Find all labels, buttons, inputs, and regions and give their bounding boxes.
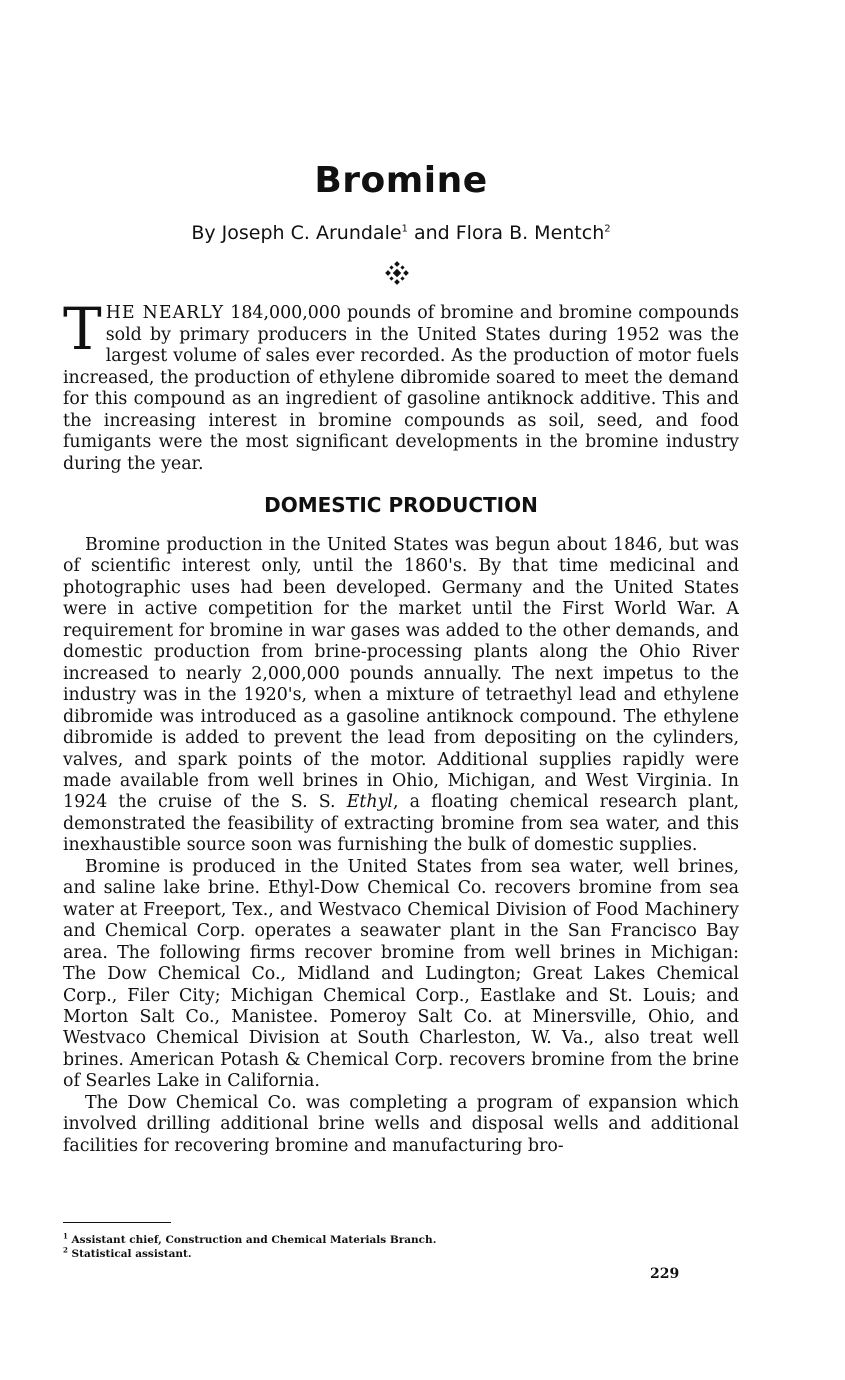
drop-cap: T (63, 295, 102, 363)
footnote-2 (63, 1245, 743, 1262)
footnote-ref-2: 2 (604, 223, 611, 235)
page-title: Bromine (314, 160, 488, 201)
footnote-ref-1: 1 (401, 223, 408, 235)
intro-leadin: HE NEARLY (105, 303, 225, 323)
body-paragraph-2: Bromine is produced in the United States from sea water, well brines, and saline lake brine. Ethyl-Dow Chemical Co. recovers bromine from sea water at Freeport, Tex., and Westvaco Chemical Division of Food Machinery and Chemical Corp. operates a seawater plant in the San Francisco Bay area. The following firms recover bromine from well brines in Michigan: The Dow Chemical Co., Midland and Ludington; Great Lakes Chemical Corp., Filer City; Michigan Chemical Corp., Eastlake and St. Louis; and Morton Salt Co., Manistee. Pomeroy Salt Co. at Minersville, Ohio, and Westvaco Chemical Division at South Charleston, W. Va., also treat well brines. American Potash & Chemical Corp. recovers bromine from the brine of Searles Lake in California. (63, 856, 739, 1092)
body-paragraph-1 (63, 535, 739, 857)
paragraph-1-text-b: , a floating chemical research plant, demonstrated the feasibility of extracting bromine from sea water, and this inexhaustible source soon was furnishing the bulk of domestic supplies. (63, 792, 739, 856)
footnote-2-text: Statistical assistant. (71, 1247, 192, 1260)
page-number: 229 (650, 1266, 680, 1282)
intro-text: 184,000,000 pounds of bromine and bromine compounds sold by primary producers in the United States during 1952 was the largest volume of sales ever recorded. As the production of motor fuels increased, the production of ethylene dibromide soared to meet the demand for this compound as an ingredient of gasoline antiknock additive. This and the increasing interest in bromine compounds as soil, seed, and food fumigants were the most significant developments in the bromine industry during the year. (63, 303, 739, 474)
intro-paragraph (63, 295, 739, 475)
ornament-icon (383, 261, 411, 285)
footnote-1 (63, 1231, 743, 1248)
body-paragraph-3: The Dow Chemical Co. was completing a program of expansion which involved drilling additional brine wells and disposal wells and additional facilities for recovering bromine and manufacturing bro- (63, 1092, 739, 1156)
ship-name: Ethyl (346, 792, 393, 813)
paragraph-1-text-a: Bromine production in the United States was begun about 1846, but was of scientific interest only, until the 1860's. By that time medicinal and photographic uses had been developed. Germany and the United States were in active competition for the market until the First World War. A requirement for bromine in war gases was added to the other demands, and domestic production from brine-processing plants along the Ohio River increased to nearly 2,000,000 pounds annually. The next impetus to the industry was in the 1920's, when a mixture of tetraethyl lead and ethylene dibromide was introduced as a gasoline antiknock compound. The ethylene dibromide is added to prevent the lead from depositing on the cylinders, valves, and spark points of the motor. Additional supplies rapidly were made available from well brines in Ohio, Michigan, and West Virginia. In 1924 the cruise of the S. S. (63, 535, 739, 813)
body-text (63, 535, 739, 1157)
byline-author-1: By Joseph C. Arundale (191, 222, 402, 244)
section-heading: DOMESTIC PRODUCTION (264, 493, 538, 517)
author-byline (63, 222, 739, 244)
footnote-1-mark: 1 (63, 1231, 68, 1241)
byline-author-2: and Flora B. Mentch (407, 222, 605, 244)
footnote-1-text: Assistant chief, Construction and Chemical Materials Branch. (71, 1234, 437, 1246)
footnotes (63, 1231, 743, 1261)
footnote-2-mark: 2 (63, 1245, 68, 1254)
footnote-divider (63, 1222, 171, 1223)
